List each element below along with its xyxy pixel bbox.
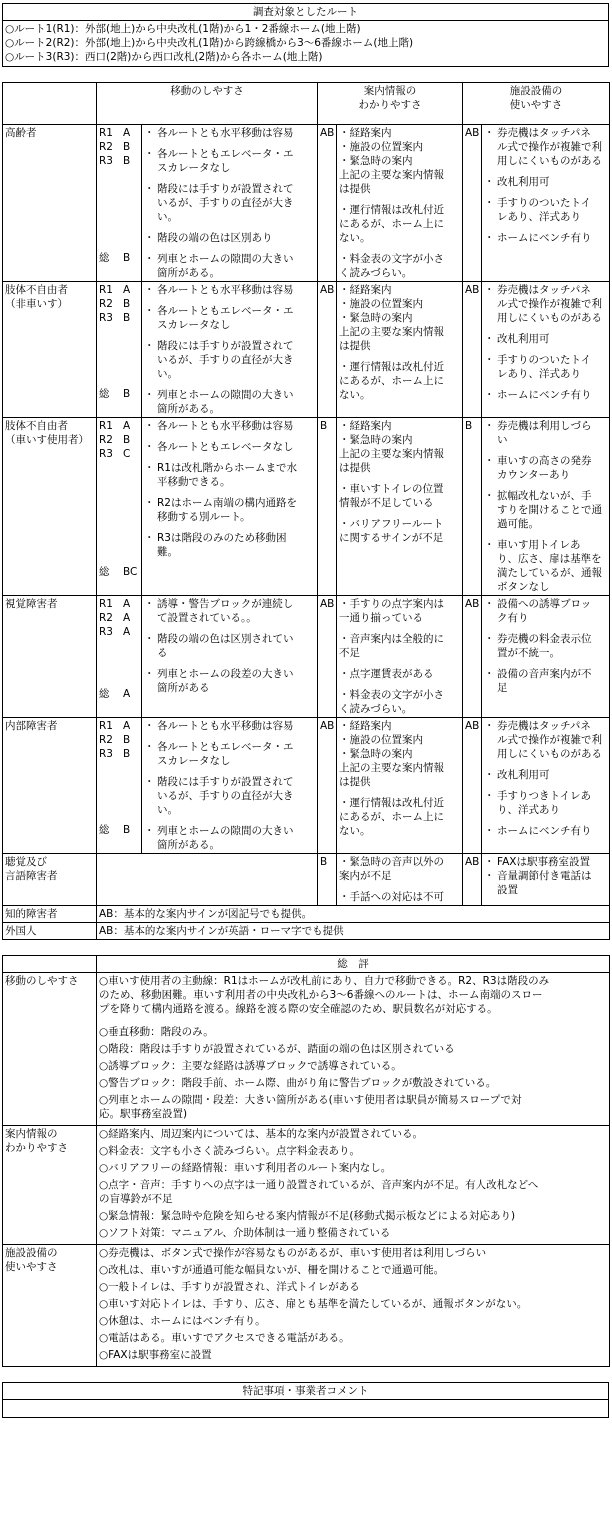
route-rating: R1 A bbox=[99, 598, 131, 610]
summary-item: ○券売機は、ボタン式で操作が容易なものがあるが、車いす使用者は利用しづらい bbox=[99, 1247, 487, 1259]
facility-item: ・ 券売機の料金表示位 置が不統一。 bbox=[484, 633, 592, 659]
mobility-cell-empty bbox=[97, 854, 318, 906]
route-1: ○ルート1(R1)：外部(地上)から中央改札(1階)から1・2番線ホーム(地上階) bbox=[5, 23, 361, 35]
facility-item: ・ 改札利用可 bbox=[484, 176, 550, 188]
row-label: 視覚障害者 bbox=[3, 596, 97, 718]
info-grade: AB bbox=[318, 718, 337, 854]
total-rating: 総 A bbox=[99, 688, 131, 700]
mobility-item: ・ R3は階段のみのため移動困 難。 bbox=[144, 532, 287, 558]
route-ratings bbox=[97, 125, 142, 282]
row-text: AB：基本的な案内サインが図記号でも提供。 bbox=[97, 906, 610, 923]
route-ratings bbox=[97, 596, 142, 718]
summary-item: ○誘導ブロック：主要な経路は誘導ブロックで誘導されている。 bbox=[99, 1060, 402, 1072]
info-cell: ・緊急時の音声以外の 案内が不足 ・手話への対応は不可 bbox=[337, 854, 463, 906]
mobility-item: ・ 列車とホームの段差の大きい 箇所がある bbox=[144, 668, 294, 694]
remarks-title: 特記事項・事業者コメント bbox=[3, 1383, 609, 1400]
info-item: ・手すりの点字案内は 一通り揃っている bbox=[339, 598, 444, 624]
header-blank bbox=[3, 83, 97, 125]
facility-item: ・ ホームにベンチ有り bbox=[484, 389, 592, 401]
row-label: 聴覚及び 言語障害者 bbox=[3, 854, 97, 906]
total-rating: 総 B bbox=[99, 824, 131, 836]
summary-item: ○経路案内、周辺案内については、基本的な案内が設置されている。 bbox=[99, 1128, 423, 1140]
facility-item: ・ 手すりのついたトイ レあり、洋式あり bbox=[484, 354, 591, 380]
info-cell bbox=[337, 418, 463, 596]
route-rating: R3 C bbox=[99, 448, 131, 460]
route-rating: R3 B bbox=[99, 748, 131, 760]
mobility-cell bbox=[142, 125, 318, 282]
info-item: ・バリアフリールート に関するサインが不足 bbox=[339, 518, 444, 544]
total-rating: 総 BC bbox=[99, 566, 138, 578]
info-grade: AB bbox=[318, 282, 337, 418]
summary-item: ○車いす対応トイレは、手すり、広さ、扉とも基準を満たしているが、通報ボタンがない。 bbox=[99, 1298, 528, 1310]
summary-item: ○緊急情報：緊急時や危険を知らせる案内情報が不足(移動式掲示板などによる対応あり) bbox=[99, 1210, 516, 1222]
summary-content bbox=[97, 1245, 610, 1367]
mobility-item: ・ 階段の端の色は区別されてい る bbox=[144, 633, 294, 659]
facility-grade: AB bbox=[463, 125, 482, 282]
facility-item: ・ 改札利用可 bbox=[484, 333, 550, 345]
facility-cell bbox=[482, 418, 610, 596]
facility-cell: ・ FAXは駅事務室設置 ・ 音量調節付き電話は 設置 bbox=[482, 854, 610, 906]
mobility-item: ・ 階段の端の色は区別あり bbox=[144, 232, 273, 244]
remarks-content bbox=[3, 1400, 609, 1418]
route-3: ○ルート3(R3)：西口(2階)から西口改札(2階)から各ホーム(地上階) bbox=[5, 51, 323, 63]
route-ratings bbox=[97, 718, 142, 854]
facility-cell bbox=[482, 596, 610, 718]
mobility-item: ・ 階段には手すりが設置されて いるが、手すりの直径が大き い。 bbox=[144, 183, 294, 223]
summary-item: ○ソフト対策：マニュアル、介助体制は一通り整備されている bbox=[99, 1227, 391, 1239]
summary-table bbox=[2, 955, 610, 1367]
facility-grade: AB bbox=[463, 282, 482, 418]
facility-item: ・ ホームにベンチ有り bbox=[484, 825, 592, 837]
summary-row bbox=[3, 973, 610, 1126]
summary-item: ○列車とホームの隙間・段差：大きい箇所がある(車いす使用者は駅員が簡易スロープで対 応。駅事務室設置) bbox=[99, 1094, 522, 1120]
row-label: 内部障害者 bbox=[3, 718, 97, 854]
remarks-table bbox=[2, 1382, 609, 1418]
row-hearing bbox=[3, 854, 610, 906]
header-facility: 施設設備の 使いやすさ bbox=[463, 83, 610, 125]
total-rating: 総 B bbox=[99, 252, 131, 264]
summary-item: ○バリアフリーの経路情報：車いす利用者のルート案内なし。 bbox=[99, 1162, 392, 1174]
summary-item: ○垂直移動：階段のみ。 bbox=[99, 1026, 214, 1038]
info-grade: AB bbox=[318, 596, 337, 718]
facility-item: ・ 車いすの高さの発券 カウンターあり bbox=[484, 455, 592, 481]
mobility-item: ・ 階段には手すりが設置されて いるが、手すりの直径が大き い。 bbox=[144, 776, 294, 816]
facility-item: ・ 車いす用トイレあ り、広さ、扉は基準を 満たしているが、通報 ボタンなし bbox=[484, 539, 602, 593]
summary-item: ○一般トイレは、手すりが設置され、洋式トイレがある bbox=[99, 1281, 360, 1293]
row-label: 外国人 bbox=[3, 923, 97, 940]
mobility-item: ・ 各ルートとも水平移動は容易 bbox=[144, 284, 294, 296]
route-rating: R2 B bbox=[99, 141, 131, 153]
summary-item: ○改札は、車いすが通過可能な幅員ないが、柵を開けることで通過可能。 bbox=[99, 1264, 445, 1276]
route-rating: R2 B bbox=[99, 434, 131, 446]
info-item: ・点字運賃表がある bbox=[339, 668, 434, 680]
info-grade: B bbox=[318, 418, 337, 596]
info-grade: AB bbox=[318, 125, 337, 282]
summary-content bbox=[97, 1126, 610, 1245]
summary-label: 移動のしやすさ bbox=[3, 973, 97, 1126]
facility-grade: AB bbox=[463, 596, 482, 718]
info-item: ・運行情報は改札付近 にあるが、ホーム上に ない。 bbox=[339, 797, 444, 837]
row-label: 肢体不自由者 （車いす使用者） bbox=[3, 418, 97, 596]
info-item: ・経路案内 ・緊急時の案内 上記の主要な案内情報 は提供 bbox=[339, 420, 444, 474]
total-rating: 総 B bbox=[99, 388, 131, 400]
route-rating: R3 A bbox=[99, 626, 131, 638]
facility-grade: AB bbox=[463, 718, 482, 854]
summary-label: 施設設備の 使いやすさ bbox=[3, 1245, 97, 1367]
mobility-item: ・ 各ルートとも水平移動は容易 bbox=[144, 127, 294, 139]
mobility-item: ・ 誘導・警告ブロックが連続し て設置されている。。 bbox=[144, 598, 294, 624]
evaluation-body bbox=[3, 125, 610, 854]
route-rating: R1 A bbox=[99, 720, 131, 732]
route-2: ○ルート2(R2)：外部(地上)から中央改札(1階)から跨線橋から3～6番線ホーム(地上階) bbox=[5, 37, 414, 49]
facility-item: ・ 券売機はタッチパネ ル式で操作が複雑で利 用しにくいものがある bbox=[484, 127, 602, 167]
mobility-item: ・ R1は改札階からホームまで水 平移動できる。 bbox=[144, 462, 297, 488]
mobility-item: ・ 階段には手すりが設置されて いるが、手すりの直径が大き い。 bbox=[144, 340, 294, 380]
facility-item: ・ 改札利用可 bbox=[484, 769, 550, 781]
info-cell bbox=[337, 282, 463, 418]
facility-item: ・ 手すりつきトイレあ り、洋式あり bbox=[484, 790, 591, 816]
summary-row bbox=[3, 1245, 610, 1367]
facility-item: ・ 券売機はタッチパネ ル式で操作が複雑で利 用しにくいものがある bbox=[484, 720, 602, 760]
info-item: ・運行情報は改札付近 にあるが、ホーム上に ない。 bbox=[339, 361, 444, 401]
summary-item: ○FAXは駅事務室に設置 bbox=[99, 1349, 212, 1361]
mobility-item: ・ 列車とホームの隙間の大きい 箇所がある。 bbox=[144, 389, 294, 415]
summary-item: ○階段：階段は手すりが設置されているが、踏面の端の色は区別されている bbox=[99, 1043, 455, 1055]
info-item: ・料金表の文字が小さ く読みづらい。 bbox=[339, 253, 444, 279]
route-rating: R2 B bbox=[99, 734, 131, 746]
row-label: 知的障害者 bbox=[3, 906, 97, 923]
facility-cell bbox=[482, 125, 610, 282]
row-intellectual bbox=[3, 906, 610, 923]
summary-label: 案内情報の わかりやすさ bbox=[3, 1126, 97, 1245]
facility-item: ・ 手すりのついたトイ レあり、洋式あり bbox=[484, 197, 591, 223]
route-rating: R1 A bbox=[99, 420, 131, 432]
mobility-cell bbox=[142, 596, 318, 718]
route-ratings bbox=[97, 418, 142, 596]
mobility-item: ・ 列車とホームの隙間の大きい 箇所がある。 bbox=[144, 253, 294, 279]
facility-item: ・ 拡幅改札ないが、手 すりを開けることで通 過可能。 bbox=[484, 490, 602, 530]
info-grade: B bbox=[318, 854, 337, 906]
summary-item: ○休憩は、ホームにはベンチ有り。 bbox=[99, 1315, 266, 1327]
facility-item: ・ 設備への誘導ブロッ ク有り bbox=[484, 598, 592, 624]
info-item: ・経路案内 ・施設の位置案内 ・緊急時の案内 上記の主要な案内情報 は提供 bbox=[339, 720, 444, 788]
mobility-item: ・ 各ルートともエレベータ・エ スカレータなし bbox=[144, 148, 294, 174]
facility-grade: B bbox=[463, 418, 482, 596]
mobility-item: ・ 列車とホームの隙間の大きい 箇所がある。 bbox=[144, 825, 294, 851]
facility-item: ・ 券売機はタッチパネ ル式で操作が複雑で利 用しにくいものがある bbox=[484, 284, 602, 324]
mobility-item: ・ 各ルートともエレベータ・エ スカレータなし bbox=[144, 305, 294, 331]
info-item: ・車いすトイレの位置 情報が不足している bbox=[339, 483, 444, 509]
mobility-cell bbox=[142, 718, 318, 854]
facility-cell bbox=[482, 282, 610, 418]
info-cell bbox=[337, 125, 463, 282]
eval-row bbox=[3, 718, 610, 854]
summary-header-blank bbox=[3, 956, 97, 973]
route-rating: R3 B bbox=[99, 155, 131, 167]
summary-item: ○点字・音声：手すりへの点字は一通り設置されているが、音声案内が不足。有人改札などへ の盲導鈴が不足 bbox=[99, 1179, 539, 1205]
mobility-item: ・ R2はホーム南端の構内通路を 移動する別ルート。 bbox=[144, 497, 297, 523]
row-foreigner bbox=[3, 923, 610, 940]
eval-row bbox=[3, 125, 610, 282]
summary-item: ○料金表：文字も小さく読みづらい。点字料金表あり。 bbox=[99, 1145, 360, 1157]
info-cell bbox=[337, 596, 463, 718]
facility-grade: AB bbox=[463, 854, 482, 906]
info-item: ・運行情報は改札付近 にあるが、ホーム上に ない。 bbox=[339, 204, 444, 244]
route-rating: R2 A bbox=[99, 612, 131, 624]
summary-title: 総 評 bbox=[97, 956, 610, 973]
mobility-cell bbox=[142, 418, 318, 596]
routes-list bbox=[3, 21, 609, 67]
summary-item: ○警告ブロック：階段手前、ホーム際、曲がり角に警告ブロックが敷設されている。 bbox=[99, 1077, 497, 1089]
facility-item: ・ 設備の音声案内が不 足 bbox=[484, 668, 592, 694]
info-item: ・経路案内 ・施設の位置案内 ・緊急時の案内 上記の主要な案内情報 は提供 bbox=[339, 127, 444, 195]
row-label: 高齢者 bbox=[3, 125, 97, 282]
mobility-item: ・ 各ルートともエレベータなし bbox=[144, 441, 294, 453]
info-cell bbox=[337, 718, 463, 854]
header-mobility: 移動のしやすさ bbox=[97, 83, 318, 125]
route-rating: R1 A bbox=[99, 127, 131, 139]
route-rating: R2 B bbox=[99, 298, 131, 310]
evaluation-table bbox=[2, 82, 610, 940]
mobility-cell bbox=[142, 282, 318, 418]
mobility-item: ・ 各ルートとも水平移動は容易 bbox=[144, 420, 294, 432]
route-rating: R3 B bbox=[99, 312, 131, 324]
route-rating: R1 A bbox=[99, 284, 131, 296]
routes-title: 調査対象としたルート bbox=[3, 4, 609, 21]
facility-item: ・ ホームにベンチ有り bbox=[484, 232, 592, 244]
facility-item: ・ 券売機は利用しづら い bbox=[484, 420, 592, 446]
eval-row bbox=[3, 282, 610, 418]
mobility-item: ・ 各ルートとも水平移動は容易 bbox=[144, 720, 294, 732]
route-ratings bbox=[97, 282, 142, 418]
info-item: ・経路案内 ・施設の位置案内 ・緊急時の案内 上記の主要な案内情報 は提供 bbox=[339, 284, 444, 352]
summary-row bbox=[3, 1126, 610, 1245]
eval-row bbox=[3, 418, 610, 596]
summary-content bbox=[97, 973, 610, 1126]
info-item: ・音声案内は全般的に 不足 bbox=[339, 633, 444, 659]
header-info: 案内情報の わかりやすさ bbox=[318, 83, 463, 125]
eval-row bbox=[3, 596, 610, 718]
row-text: AB：基本的な案内サインが英語・ローマ字でも提供 bbox=[97, 923, 610, 940]
summary-item: ○電話はある。車いすでアクセスできる電話がある。 bbox=[99, 1332, 350, 1344]
info-item: ・料金表の文字が小さ く読みづらい。 bbox=[339, 689, 444, 715]
facility-cell bbox=[482, 718, 610, 854]
routes-table bbox=[2, 3, 609, 67]
row-label: 肢体不自由者 （非車いす） bbox=[3, 282, 97, 418]
summary-item: ○車いす使用者の主動線：R1はホームが改札前にあり、自力で移動できる。R2、R3は階段のみ のため、移動困難。車いす利用者の中央改札から3～6番線へのルートは、ホーム南端のスロー プを降りて構内通路を渡る。線路を渡る際の安全確認のため、駅員数名が対応する。 bbox=[99, 975, 550, 1015]
mobility-item: ・ 各ルートともエレベータ・エ スカレータなし bbox=[144, 741, 294, 767]
